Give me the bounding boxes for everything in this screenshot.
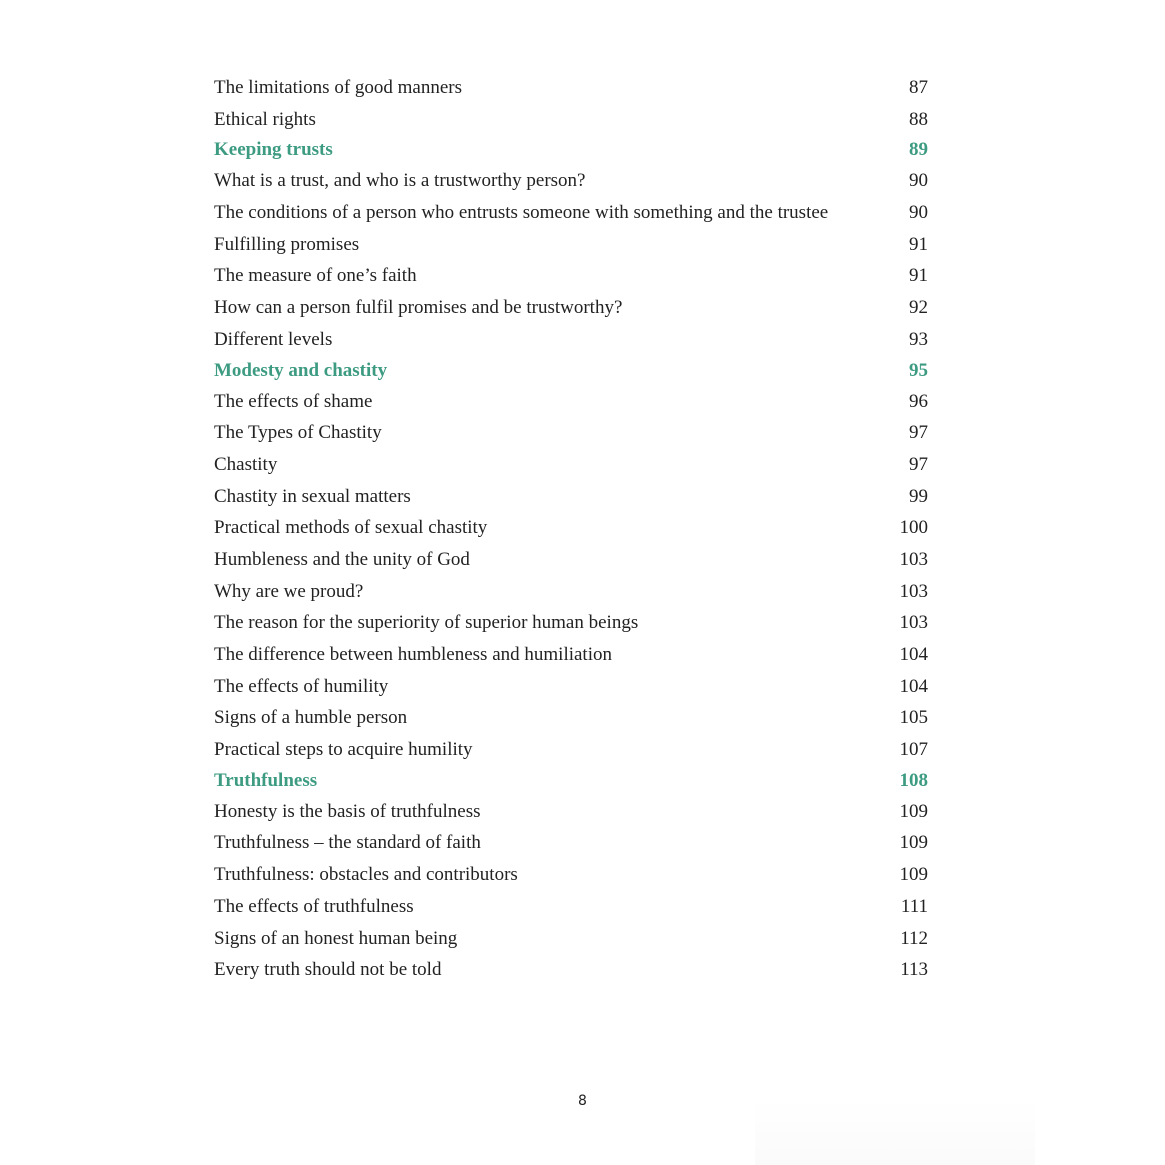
toc-entry-page-number: 103 (899, 580, 928, 602)
toc-entry (214, 165, 928, 197)
toc-entry (214, 639, 928, 671)
toc-entry-title: Chastity (214, 453, 278, 475)
toc-entry-title: The reason for the superiority of superior human beings (214, 612, 639, 634)
toc-entry-page-number: 87 (909, 77, 928, 98)
toc-entry-title: Keeping trusts (214, 139, 333, 161)
toc-entry-page-number: 99 (909, 485, 928, 507)
toc-entry (214, 702, 928, 734)
toc-entry (214, 671, 928, 703)
toc-entry-page-number: 107 (899, 739, 928, 761)
toc-entry-page-number: 96 (909, 390, 928, 412)
toc-entry-page-number: 109 (899, 832, 928, 854)
toc-entry-title: Practical steps to acquire humility (214, 739, 473, 761)
toc-entry-page-number: 104 (899, 675, 928, 697)
toc-entry (214, 386, 928, 418)
toc-entry (214, 607, 928, 639)
toc-entry-page-number: 92 (909, 297, 928, 319)
toc-entry-page-number: 109 (899, 800, 928, 822)
toc-section-heading (214, 356, 928, 386)
toc-entry-title: The effects of shame (214, 390, 373, 412)
page-number: 8 (578, 1093, 587, 1109)
toc-entry-page-number: 113 (900, 959, 928, 981)
toc-entry (214, 72, 928, 104)
toc-entry-title: How can a person fulfil promises and be trustworthy? (214, 297, 623, 319)
toc-entry-title: The limitations of good manners (214, 77, 463, 98)
page-shadow (755, 1100, 1035, 1165)
toc-entry (214, 891, 928, 923)
toc-entry-page-number: 104 (899, 644, 928, 665)
toc-entry-page-number: 103 (899, 612, 928, 634)
toc-entry (214, 417, 928, 449)
toc-entry-title: Truthfulness: obstacles and contributors (214, 864, 518, 886)
toc-entry-page-number: 91 (909, 265, 928, 287)
toc-entry-page-number: 91 (909, 233, 928, 255)
toc-entry-page-number: 90 (909, 170, 928, 192)
toc-entry-page-number: 103 (899, 548, 928, 570)
toc-entry (214, 292, 928, 324)
toc-entry-title: Truthfulness – the standard of faith (214, 832, 481, 854)
toc-entry-page-number: 108 (899, 769, 928, 791)
toc-entry-title: Practical methods of sexual chastity (214, 517, 488, 539)
toc-entry-page-number: 93 (909, 328, 928, 350)
toc-entry (214, 827, 928, 859)
table-of-contents (214, 72, 928, 986)
toc-entry-title: The conditions of a person who entrusts someone with something and the trustee (214, 202, 829, 224)
toc-entry-title: Signs of a humble person (214, 707, 408, 729)
toc-entry-title: Signs of an honest human being (214, 927, 458, 949)
toc-entry-title: Modesty and chastity (214, 359, 388, 381)
toc-entry-title: Truthfulness (214, 769, 318, 791)
toc-entry (214, 923, 928, 955)
toc-entry-title: Fulfilling promises (214, 233, 360, 255)
toc-entry (214, 104, 928, 136)
toc-entry-title: The measure of one’s faith (214, 265, 417, 287)
toc-entry-title: Every truth should not be told (214, 959, 442, 981)
toc-entry-page-number: 95 (909, 359, 928, 381)
toc-entry-title: Why are we proud? (214, 580, 364, 602)
toc-entry-page-number: 88 (909, 108, 928, 130)
toc-entry-page-number: 112 (900, 927, 928, 949)
toc-entry (214, 481, 928, 513)
toc-entry-title: The difference between humbleness and humiliation (214, 644, 612, 665)
toc-section-heading (214, 135, 928, 165)
toc-entry (214, 197, 928, 229)
toc-entry-title: The effects of humility (214, 675, 389, 697)
toc-entry-page-number: 109 (899, 864, 928, 886)
toc-entry (214, 796, 928, 828)
toc-entry-title: Honesty is the basis of truthfulness (214, 800, 481, 822)
toc-entry (214, 734, 928, 766)
toc-entry-page-number: 97 (909, 453, 928, 475)
toc-entry (214, 449, 928, 481)
toc-entry-title: What is a trust, and who is a trustworthy person? (214, 170, 586, 192)
toc-entry (214, 576, 928, 608)
toc-entry (214, 324, 928, 356)
toc-entry-title: Ethical rights (214, 108, 316, 130)
toc-entry (214, 260, 928, 292)
toc-section-heading (214, 766, 928, 796)
toc-entry-title: Chastity in sexual matters (214, 485, 411, 507)
toc-entry (214, 512, 928, 544)
toc-entry (214, 229, 928, 261)
toc-entry-title: Different levels (214, 328, 333, 350)
toc-entry-page-number: 89 (909, 139, 928, 161)
toc-entry (214, 544, 928, 576)
toc-entry-page-number: 111 (900, 895, 928, 917)
toc-entry-title: The Types of Chastity (214, 422, 382, 444)
toc-entry-title: Humbleness and the unity of God (214, 548, 470, 570)
toc-entry (214, 859, 928, 891)
toc-entry-page-number: 97 (909, 422, 928, 444)
toc-entry-page-number: 100 (899, 517, 928, 539)
toc-entry-page-number: 105 (899, 707, 928, 729)
toc-entry (214, 954, 928, 986)
toc-entry-title: The effects of truthfulness (214, 895, 414, 917)
toc-entry-page-number: 90 (909, 202, 928, 224)
